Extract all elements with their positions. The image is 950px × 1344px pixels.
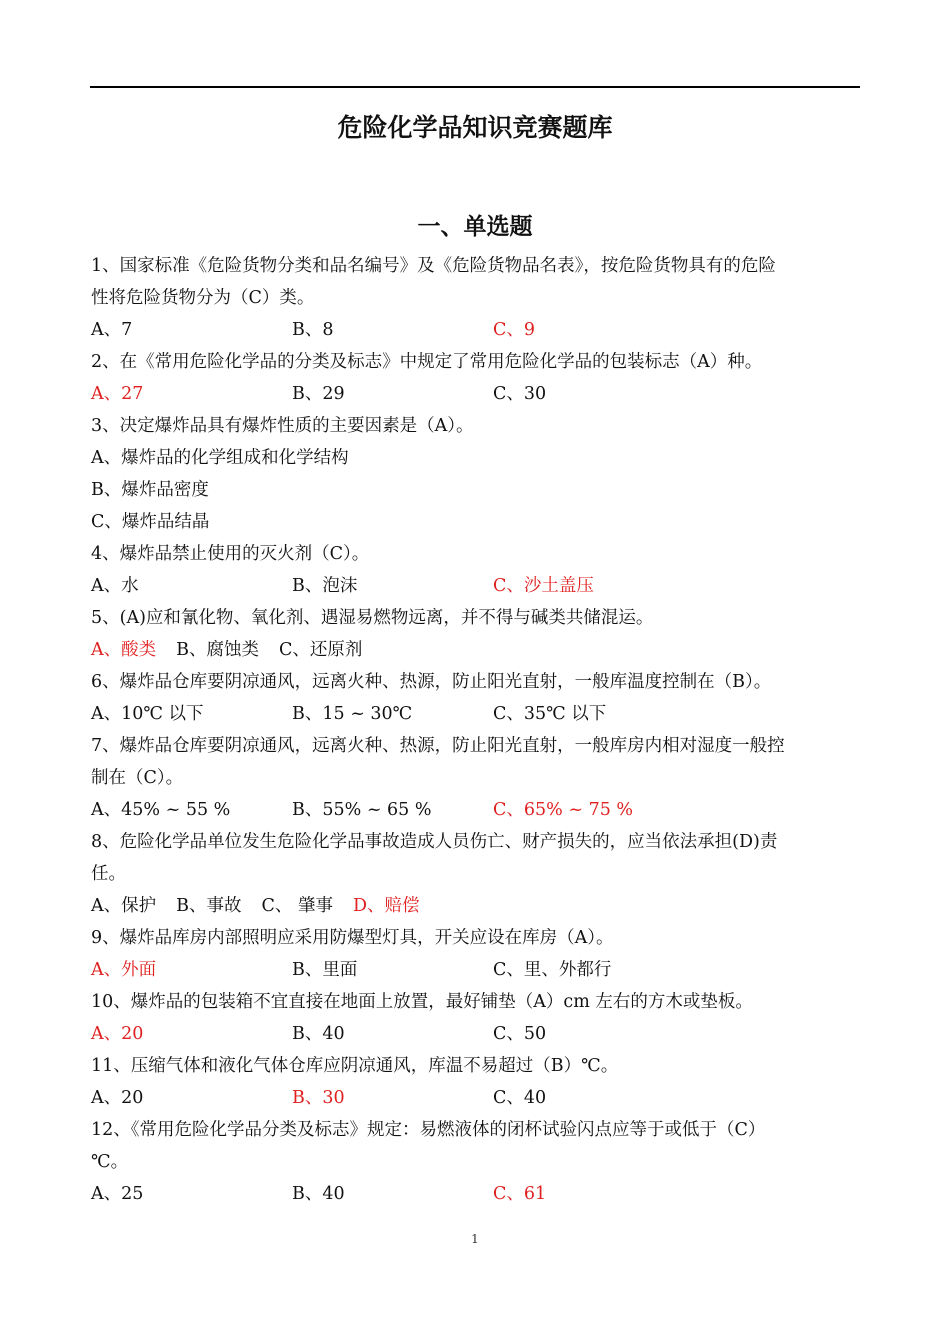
page-number: 1	[471, 1232, 479, 1246]
question-item	[91, 826, 859, 922]
answer-option: C、还原剂	[279, 640, 363, 660]
answer-option: B、15 ~ 30℃	[292, 704, 413, 724]
question-item	[91, 410, 859, 538]
answer-option: C、30	[493, 384, 547, 404]
question-item	[91, 1050, 859, 1114]
option-row	[91, 1018, 859, 1050]
option-row	[91, 1178, 859, 1210]
question-text: 9、爆炸品库房内部照明应采用防爆型灯具，开关应设在库房（A）。	[91, 928, 614, 948]
option-row	[91, 794, 859, 826]
answer-option: B、里面	[292, 960, 358, 980]
document-title: 危险化学品知识竞赛题库	[337, 113, 613, 142]
correct-option: A、27	[91, 384, 144, 404]
question-text: 1、国家标准《危险货物分类和品名编号》及《危险货物品名表》，按危险货物具有的危险	[91, 256, 776, 276]
option-row	[91, 570, 859, 602]
question-item	[91, 730, 859, 826]
question-item	[91, 666, 859, 730]
answer-option: C、爆炸品结晶	[91, 512, 210, 532]
correct-option: A、酸类	[91, 640, 157, 660]
answer-option: A、10℃ 以下	[91, 704, 204, 724]
answer-option: B、腐蚀类	[176, 640, 260, 660]
answer-option: B、40	[292, 1184, 345, 1204]
answer-option: C、35℃ 以下	[493, 704, 607, 724]
answer-option: B、事故	[176, 896, 242, 916]
question-item	[91, 1114, 859, 1210]
option-row	[91, 378, 859, 410]
option-row	[91, 1082, 859, 1114]
answer-option: A、爆炸品的化学组成和化学结构	[91, 448, 349, 468]
question-item	[91, 250, 859, 346]
answer-option: A、45% ~ 55 %	[91, 800, 231, 820]
answer-option: A、20	[91, 1088, 144, 1108]
header-rule	[90, 86, 860, 88]
answer-option: A、25	[91, 1184, 144, 1204]
question-list	[91, 250, 859, 1210]
question-item	[91, 538, 859, 602]
option-row	[91, 698, 859, 730]
answer-option: B、爆炸品密度	[91, 480, 209, 500]
answer-option: B、40	[292, 1024, 345, 1044]
question-text: 性将危险货物分为（C）类。	[91, 288, 315, 308]
question-text: 12、《常用危险化学品分类及标志》规定：易燃液体的闭杯试验闪点应等于或低于（C）	[91, 1120, 766, 1140]
correct-option: C、61	[493, 1184, 547, 1204]
question-text: 6、爆炸品仓库要阴凉通风，远离火种、热源，防止阳光直射，一般库温度控制在（B）。	[91, 672, 772, 692]
option-row	[91, 954, 859, 986]
question-item	[91, 986, 859, 1050]
answer-option: A、保护	[91, 896, 157, 916]
question-text: 3、决定爆炸品具有爆炸性质的主要因素是（A）。	[91, 416, 474, 436]
question-text: 制在（C）。	[91, 768, 184, 788]
correct-option: C、沙土盖压	[493, 576, 594, 596]
question-text: 4、爆炸品禁止使用的灭火剂（C）。	[91, 544, 370, 564]
question-item	[91, 922, 859, 986]
question-text: 任。	[91, 864, 126, 884]
option-row	[91, 890, 859, 922]
answer-option: B、29	[292, 384, 345, 404]
answer-option: C、40	[493, 1088, 547, 1108]
correct-option: A、20	[91, 1024, 144, 1044]
correct-option: C、9	[493, 320, 536, 340]
correct-option: B、30	[292, 1088, 345, 1108]
answer-option: A、水	[91, 576, 139, 596]
option-row	[91, 634, 859, 666]
answer-option: B、8	[292, 320, 334, 340]
answer-option: B、泡沫	[292, 576, 358, 596]
section-title: 一、单选题	[417, 214, 533, 240]
question-text: 2、在《常用危险化学品的分类及标志》中规定了常用危险化学品的包装标志（A）种。	[91, 352, 763, 372]
option-row	[91, 314, 859, 346]
question-text: 11、压缩气体和液化气体仓库应阴凉通风，库温不易超过（B）℃。	[91, 1056, 619, 1076]
question-text: 7、爆炸品仓库要阴凉通风，远离火种、热源，防止阳光直射，一般库房内相对湿度一般控	[91, 736, 785, 756]
answer-option: C、50	[493, 1024, 547, 1044]
answer-option: A、7	[91, 320, 133, 340]
correct-option: D、赔偿	[352, 896, 420, 916]
question-text: 10、爆炸品的包装箱不宜直接在地面上放置，最好铺垫（A）cm 左右的方木或垫板。	[91, 992, 753, 1012]
answer-option: C、里、外都行	[493, 960, 612, 980]
answer-option: C、 肇事	[261, 896, 333, 916]
answer-option: B、55% ~ 65 %	[292, 800, 432, 820]
question-text: 8、危险化学品单位发生危险化学品事故造成人员伤亡、财产损失的，应当依法承担(D)责	[91, 832, 778, 852]
question-item	[91, 602, 859, 666]
question-text: ℃。	[91, 1152, 129, 1172]
correct-option: C、65% ~ 75 %	[493, 800, 634, 820]
question-item	[91, 346, 859, 410]
question-text: 5、(A)应和氰化物、氧化剂、遇湿易燃物远离，并不得与碱类共储混运。	[91, 608, 654, 628]
correct-option: A、外面	[91, 960, 157, 980]
